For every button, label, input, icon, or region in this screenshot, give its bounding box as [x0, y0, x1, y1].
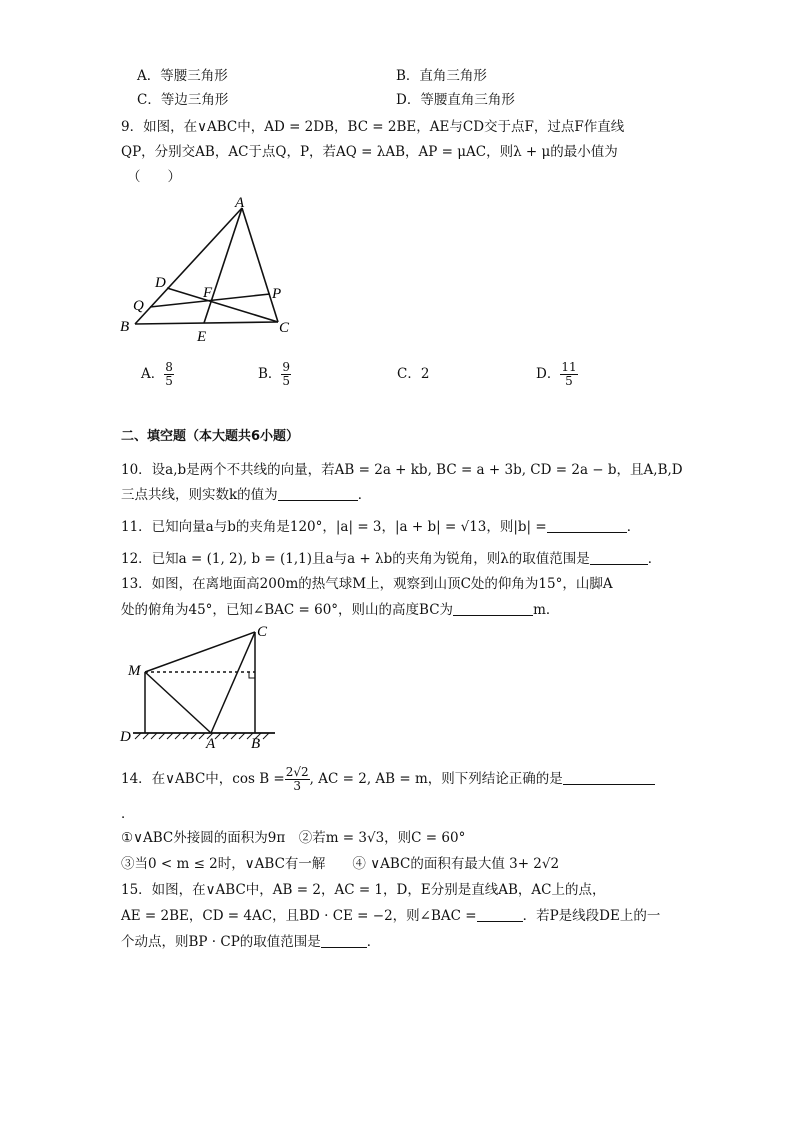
label-F: F — [203, 285, 213, 301]
label-D: D — [120, 729, 131, 745]
q13-figure — [115, 620, 275, 755]
label-D: D — [155, 275, 166, 291]
q15-text-line1: 15．如图，在∨ABC中，AB = 2，AC = 1，D，E分别是直线AB，AC上的点， — [121, 882, 606, 898]
q13-text-line1: 13．如图，在离地面高200m的热气球M上，观察到山顶C处的仰角为15°，山脚A — [121, 576, 613, 592]
label-E: E — [197, 329, 207, 345]
q14-options-1: ①∨ABC外接圆的面积为9π ②若m = 3√3，则C = 60° — [121, 830, 466, 846]
q14-options-2: ③当0 < m ≤ 2时，∨ABC有一解 ④ ∨ABC的面积有最大值 3+ 2√2 — [121, 856, 560, 872]
label-C: C — [279, 320, 290, 336]
q9-figure — [115, 190, 315, 350]
label-B: B — [251, 736, 261, 752]
q9-option-a: A． $\frac{8}{5}$ — [141, 360, 173, 388]
q9-text-line3: （ ） — [127, 169, 181, 185]
q10-text-line2: 三点共线，则实数k的值为 ． — [121, 487, 372, 503]
label-A: A — [235, 195, 245, 211]
q15-text-line3: 个动点，则BP · CP的取值范围是 ． — [121, 934, 381, 950]
q14-text-line1: 14．在∨ABC中，cos B = $\frac{2√2}{3}$ , AC = 2, AB = m，则下列结论正确的是 — [121, 760, 655, 798]
label-Q: Q — [133, 298, 144, 314]
q8-option-a: A．等腰三角形 — [137, 68, 228, 84]
label-A: A — [206, 736, 216, 752]
q11-text: 11．已知向量a与b的夹角是120°，|a| = 3，|a + b| = √13，则|b| = ． — [121, 519, 641, 535]
q8-option-c: C．等边三角形 — [137, 92, 229, 108]
label-B: B — [120, 319, 130, 335]
q13-text-line2: 处的俯角为45°，已知∠BAC = 60°，则山的高度BC为 m． — [121, 602, 560, 618]
q9-option-b: B． $\frac{9}{5}$ — [258, 360, 291, 388]
label-M: M — [128, 663, 141, 679]
q15-text-line2: AE = 2BE，CD = 4AC，且BD · CE = −2，则∠BAC = ．若P是线段DE上的一 — [121, 908, 661, 924]
q8-option-b: B．直角三角形 — [396, 68, 487, 84]
q10-text-line1: 10．设a,b是两个不共线的向量，若AB = 2a + kb, BC = a + 3b, CD = 2a − b，且A,B,D — [121, 462, 683, 478]
q9-text-line2: QP，分别交AB，AC于点Q，P，若AQ = λAB，AP = μAC，则λ + μ的最小值为 — [121, 144, 618, 160]
q8-option-d: D．等腰直角三角形 — [396, 92, 515, 108]
q9-option-d: D． $\frac{11}{5}$ — [536, 360, 577, 388]
section-title: 二、填空题（本大题共6小题） — [121, 429, 300, 444]
label-P: P — [272, 286, 282, 302]
q14-dot: ． — [121, 806, 135, 822]
q12-text: 12．已知a = (1, 2), b = (1,1)且a与a + λb的夹角为锐角，则λ的取值范围是 ． — [121, 551, 662, 567]
q9-option-c: C．2 — [397, 366, 430, 382]
label-C: C — [257, 624, 268, 640]
q9-text-line1: 9．如图，在∨ABC中，AD = 2DB，BC = 2BE，AE与CD交于点F，过点F作直线 — [121, 119, 625, 135]
